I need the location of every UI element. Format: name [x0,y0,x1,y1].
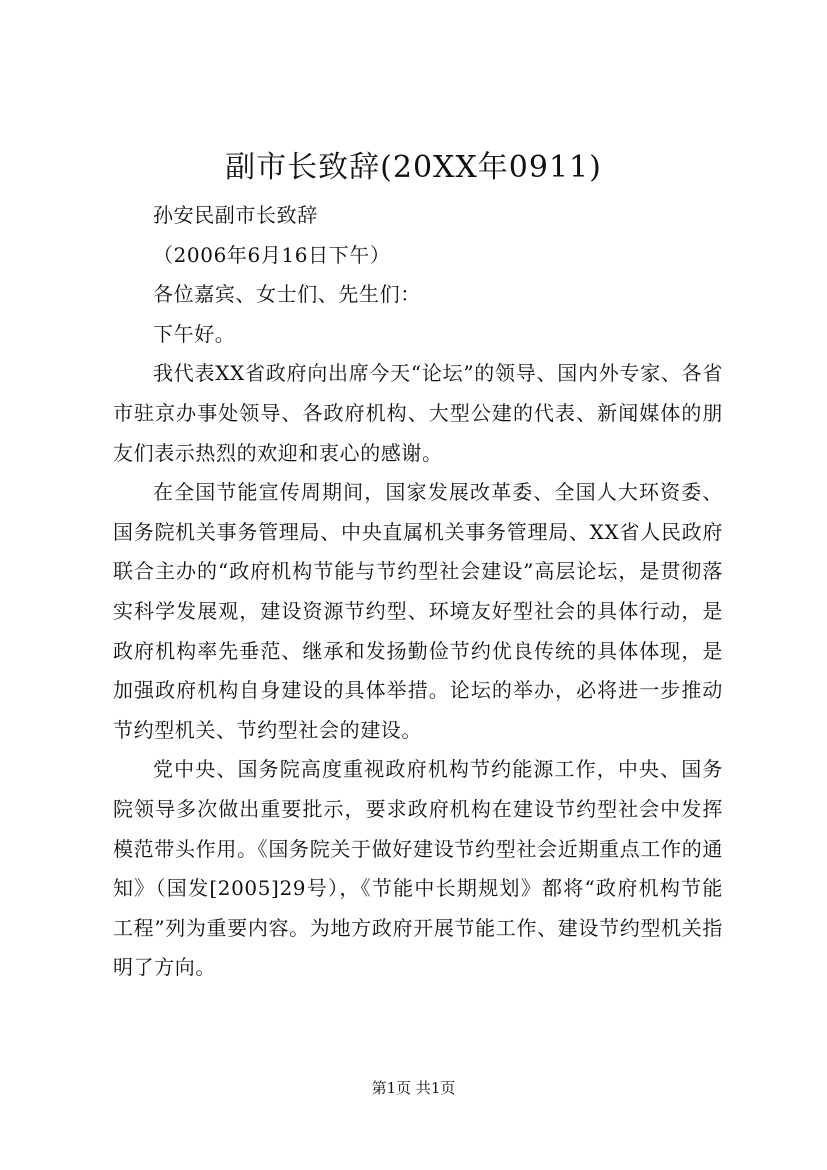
welcome-paragraph: 我代表XX省政府向出席今天“论坛”的领导、国内外专家、各省市驻京办事处领导、各政府机构、大型公建的代表、新闻媒体的朋友们表示热烈的欢迎和衷心的感谢。 [113,361,723,465]
page-footer: 第1页 共1页 [371,1079,456,1097]
greeting-paragraph: 各位嘉宾、女士们、先生们： [153,282,421,307]
salutation-paragraph: 下午好。 [153,321,236,346]
document-body [113,196,723,988]
forum-paragraph: 在全国节能宣传周期间，国家发展改革委、全国人大环资委、国务院机关事务管理局、中央直属机关事务管理局、XX省人民政府联合主办的“政府机构节能与节约型社会建设”高层论坛，是贯彻落实科学发展观，建设资源节约型、环境友好型社会的具体行动，是政府机构率先垂范、继承和发扬勤俭节约优良传统的具体体现，是加强政府机构自身建设的具体举措。论坛的举办，必将进一步推动节约型机关、节约型社会的建设。 [113,480,723,742]
document-title: 副市长致辞(20XX年0911) [225,150,602,185]
date-line: （2006年6月16日下午） [153,242,391,267]
speaker-line: 孙安民副市长致辞 [153,203,318,227]
policy-paragraph: 党中央、国务院高度重视政府机构节约能源工作，中央、国务院领导多次做出重要批示，要求政府机构在建设节约型社会中发挥模范带头作用。《国务院关于做好建设节约型社会近期重点工作的通知》（国发[2005]29号），《节能中长期规划》都将“政府机构节能工程”列为重要内容。为地方政府开展节能工作、建设节约型机关指明了方向。 [113,757,723,980]
